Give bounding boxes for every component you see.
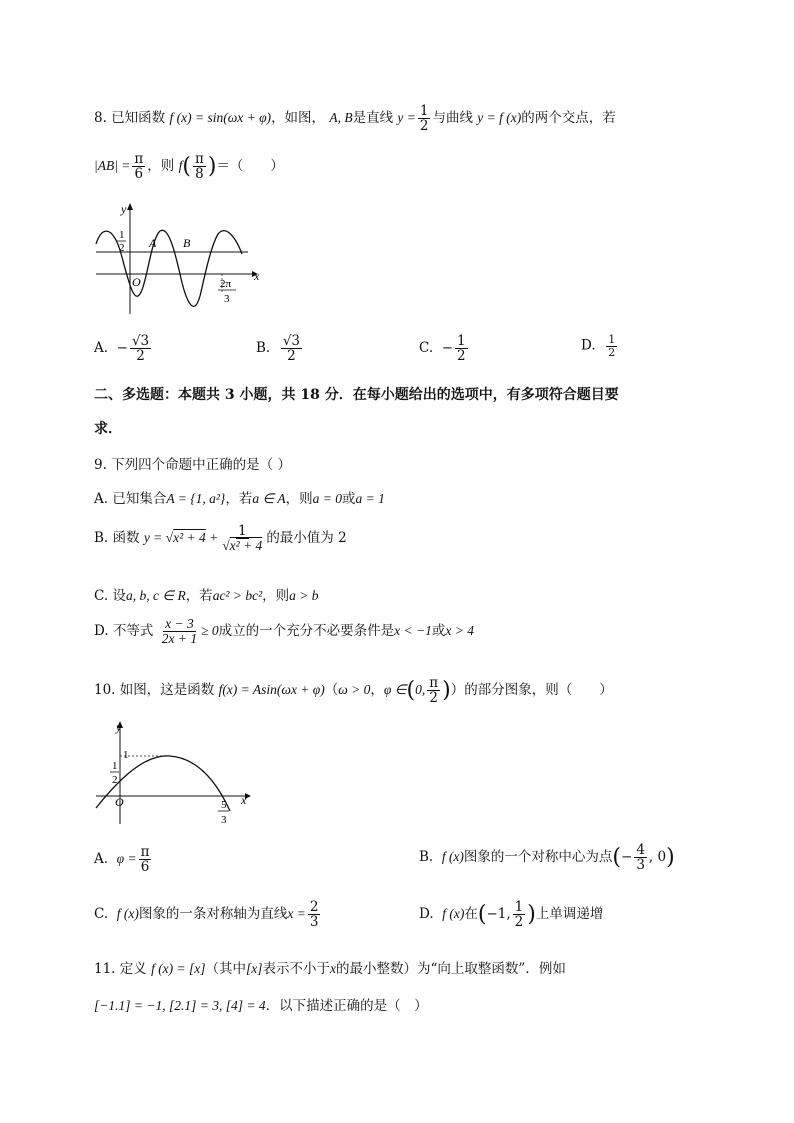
math: x < −1 (394, 623, 432, 639)
option-text: 函数 (112, 530, 140, 547)
option-text: 在 (464, 906, 478, 923)
q8-points: A, B (329, 110, 353, 126)
q8-text: 与曲线 (432, 110, 473, 127)
q8-text: ＝（ ） (216, 158, 284, 175)
q8-line-eq: y = (397, 110, 416, 126)
q8-text: ，如图， (271, 110, 326, 127)
q10-option-a[interactable] (94, 845, 153, 874)
q8-text: ，则 (147, 158, 175, 175)
q11-text: （其中 (205, 961, 247, 977)
q11-text: 的最小整数）为“向上取整函数”．例如 (336, 961, 566, 977)
q10-text: （ (324, 682, 339, 699)
option-label: A. (94, 340, 109, 357)
fraction: $\frac{\pi}{2}$ (429, 675, 439, 707)
option-label: A. (94, 491, 109, 507)
math: f (x) (116, 906, 139, 922)
q8-ab: |AB| = (94, 158, 131, 174)
option-text: 设 (112, 588, 126, 604)
q11-text: ．以下描述正确的是（ ） (265, 998, 428, 1014)
section2-heading-cont: 求． (94, 421, 122, 437)
q8-graph (90, 198, 265, 318)
option-text: 已知集合 (112, 491, 167, 507)
q8-func: f (x) = sin(ωx + φ) (169, 110, 272, 126)
q9-option-a[interactable] (94, 487, 385, 507)
fraction: $\frac{\pi}{6}$ (140, 844, 150, 876)
point-a-label: A (149, 236, 157, 250)
fraction: $\frac{√3}{2}$ (131, 333, 150, 365)
math: a ∈ A (252, 491, 286, 506)
point-b-label: B (183, 236, 191, 250)
half-num: 1 (119, 229, 125, 241)
option-text: 图象的一条对称轴为直线 (138, 906, 288, 923)
math: a = 1 (355, 491, 385, 506)
q10-stem: 10. 如图，这是函数 f(x) = Asin(ωx + φ)（ω > 0，φ ∈(0, $\frac{\pi}{2}$ )）的部分图象，则（ ） (94, 675, 613, 707)
option-label: B. (256, 340, 271, 357)
option-text: 图象的一个对称中心为点 (463, 849, 613, 866)
math: a > b (289, 588, 319, 603)
option-label: B. (419, 849, 434, 866)
option-text: 不等式 (112, 623, 154, 640)
q10-graph (90, 716, 260, 831)
q10-text: ， (370, 682, 384, 699)
q8-line2: |AB| = $\frac{\pi}{6}$ ，则 f( $\frac{\pi}{8}$ )＝（ ） (94, 151, 284, 183)
q10-option-c[interactable]: C. f (x)图象的一条对称轴为直线x = $\frac{2}{3}$ (94, 899, 319, 931)
math: y = √x² + 4 + (143, 530, 219, 546)
math: ω > 0 (338, 682, 371, 698)
option-label: D. (581, 337, 596, 354)
option-text: ，若 (225, 491, 253, 507)
fraction: $\frac{√3}{2}$ (282, 333, 301, 365)
option-label: D. (94, 623, 109, 640)
option-label: C. (94, 588, 109, 604)
q9-stem: 9. 下列四个命题中正确的是（ ） (94, 457, 291, 473)
math: φ = (116, 851, 137, 867)
option-label: C. (94, 906, 109, 923)
option-text: 或 (431, 623, 446, 640)
q8-curve: y = f (x) (477, 110, 522, 126)
option-sign: − (116, 340, 128, 357)
fraction: $\frac{1}{\text{√x² + 4}}$ (222, 523, 263, 554)
q10-option-d[interactable]: D. f (x)在(−1, $\frac{1}{2}$ )上单调递增 (419, 899, 604, 931)
fraction: $\frac{1}{2}$ (457, 333, 466, 365)
q9-option-d[interactable] (94, 617, 474, 646)
q8-text: 是直线 (352, 110, 394, 127)
fraction: $\frac{\pi}{8}$ (194, 151, 204, 183)
q9-option-c[interactable] (94, 584, 319, 604)
x-axis-label: x (241, 793, 247, 807)
option-text: ，则 (262, 588, 290, 604)
q8-text: 的两个交点，若 (521, 110, 616, 127)
math: f(x) = Asin(ωx + φ) (218, 682, 325, 698)
q8-option-a[interactable] (94, 334, 153, 363)
tick-num: 2π (220, 278, 232, 290)
math: ≥ 0 (201, 623, 219, 639)
half-num: 1 (112, 760, 118, 772)
section2-heading: 二、多选题：本题共 3 小题，共 18 分．在每小题给出的选项中，有多项符合题目要 (94, 387, 619, 403)
math: φ ∈ (383, 682, 407, 698)
fraction: $\frac{x - 3}{2x + 1}$ (161, 616, 198, 647)
math: f (x) = [x] (151, 961, 206, 976)
tick-den: 3 (224, 293, 230, 305)
q11-line1: 11. 定义 f (x) = [x]（其中[x]表示不小于x的最小整数）为“向上取整函数”．例如 (94, 961, 566, 977)
q10-text: 的部分图象，则（ ） (464, 682, 613, 699)
y-axis-label: y (116, 720, 122, 734)
q8-text: 已知函数 (111, 110, 166, 127)
math: a = 0 (312, 491, 342, 506)
option-label: A. (94, 851, 109, 868)
option-text: 上单调递增 (535, 906, 604, 923)
tick-one: 1 (123, 749, 129, 761)
math: [−1.1] = −1, [2.1] = 3, [4] = 4 (94, 998, 266, 1013)
option-sign: − (441, 340, 454, 357)
origin-label: O (132, 275, 141, 289)
y-axis-label: y (121, 202, 127, 216)
q11-line2 (94, 994, 428, 1014)
option-text: 成立的一个充分不必要条件是 (218, 623, 395, 640)
fraction: $\frac{2}{3}$ (309, 899, 319, 931)
q9-option-b[interactable] (94, 524, 347, 553)
q10-option-b[interactable]: B. f (x)图象的一个对称中心为点(− $\frac{4}{3}$ , 0) (419, 842, 675, 874)
q8-option-b[interactable] (256, 334, 304, 363)
q11-text: 11. 定义 (94, 961, 147, 977)
option-text: 或 (341, 491, 356, 507)
q11-text: 表示不小于 (262, 961, 331, 977)
math: A = {1, a²} (166, 491, 226, 506)
x-axis-label: x (254, 269, 260, 283)
tick-den: 3 (221, 814, 227, 826)
q8-option-c[interactable] (419, 334, 470, 363)
origin-label: O (115, 795, 124, 809)
option-text: ，若 (185, 588, 213, 604)
fraction: $\frac{\pi}{6}$ (134, 151, 144, 183)
q8-option-d[interactable] (581, 334, 619, 358)
q8-line1 (94, 104, 616, 133)
fraction: $\frac{4}{3}$ (636, 842, 645, 874)
fraction: $\frac{1}{2}$ (608, 333, 616, 359)
math: f (x) (441, 849, 464, 865)
half-den: 2 (119, 242, 125, 254)
math: a, b, c ∈ R (125, 588, 186, 603)
q8-f: f (178, 158, 183, 174)
q10-text: 10. 如图，这是函数 (94, 682, 215, 699)
math: x > 4 (445, 623, 474, 639)
fraction: $\frac{1}{2}$ (419, 103, 429, 135)
option-text: 的最小值为 2 (266, 530, 347, 547)
option-text: ，则 (285, 491, 313, 507)
q8-number: 8. (94, 110, 107, 127)
tick-num: 5 (221, 799, 227, 811)
option-label: D. (419, 906, 434, 923)
math: ac² > bc² (212, 588, 263, 603)
half-den: 2 (112, 774, 118, 786)
option-label: B. (94, 530, 109, 547)
fraction: $\frac{1}{2}$ (514, 899, 524, 931)
option-label: C. (419, 340, 434, 357)
math: f (x) (442, 906, 465, 922)
